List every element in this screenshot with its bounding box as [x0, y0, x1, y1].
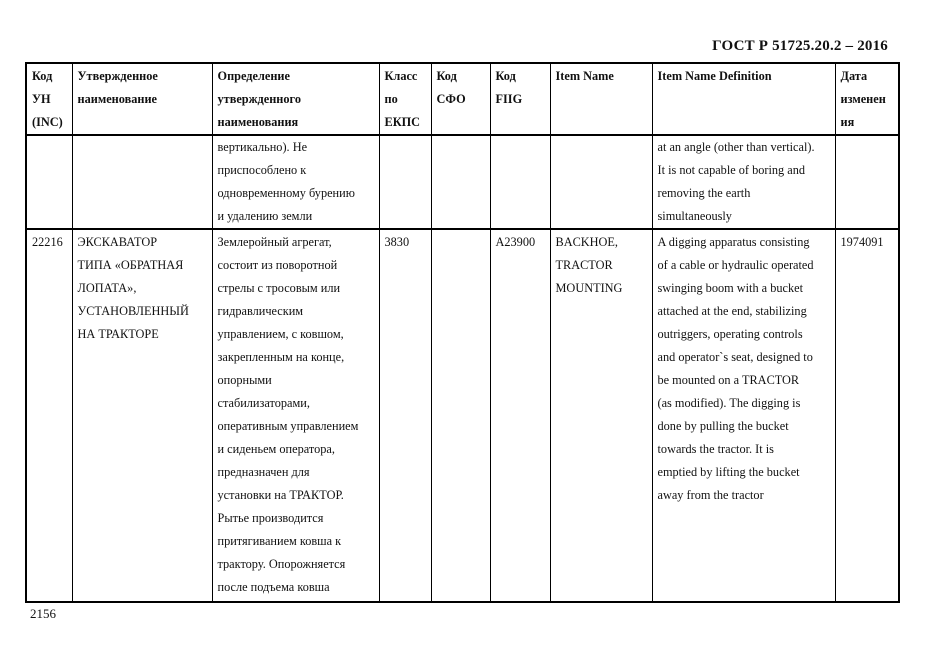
cell-change-date: 1974091 — [835, 229, 899, 602]
header-item-name-definition — [652, 63, 835, 135]
text-line: опорными — [217, 373, 272, 387]
text-line: притягиванием ковша к — [217, 534, 342, 548]
cell-item-name-definition — [652, 229, 835, 602]
cell-fiig-code — [490, 135, 550, 229]
text-line: emptied by lifting the bucket — [657, 465, 800, 479]
text-line: A digging apparatus consisting — [657, 235, 810, 249]
text-line: Класс — [384, 69, 418, 83]
text-line: изменен — [840, 92, 886, 106]
cell-item-name — [550, 135, 652, 229]
header-definition — [212, 63, 379, 135]
text-line: Код — [436, 69, 457, 83]
text-line: одновременному бурению — [217, 186, 355, 200]
text-line: of a cable or hydraulic operated — [657, 258, 814, 272]
cell-inc — [26, 135, 72, 229]
text-line: outriggers, operating controls — [657, 327, 803, 341]
text-line: состоит из поворотной — [217, 258, 338, 272]
text-line: and operator`s seat, designed to — [657, 350, 813, 364]
text-line: Код — [32, 69, 53, 83]
header-inc — [26, 63, 72, 135]
text-line: towards the tractor. It is — [657, 442, 774, 456]
text-line: вертикально). Не — [217, 140, 308, 154]
text-line: FIIG — [495, 92, 523, 106]
text-line: трактору. Опорожняется — [217, 557, 346, 571]
header-approved-name — [72, 63, 212, 135]
cell-change-date — [835, 135, 899, 229]
cell-definition-ru — [212, 135, 379, 229]
text-line: ЛОПАТА», — [77, 281, 137, 295]
text-line: Item Name Definition — [657, 69, 772, 83]
text-line: ЭКСКАВАТОР — [77, 235, 158, 249]
text-line: (INC) — [32, 115, 63, 129]
cell-ekps-class: 3830 — [379, 229, 431, 602]
text-line: done by pulling the bucket — [657, 419, 789, 433]
text-line: Дата — [840, 69, 868, 83]
cell-inc: 22216 — [26, 229, 72, 602]
cell-item-name-definition — [652, 135, 835, 229]
cell-approved-name — [72, 229, 212, 602]
text-line: НА ТРАКТОРЕ — [77, 327, 159, 341]
text-line: away from the tractor — [657, 488, 764, 502]
text-line: It is not capable of boring and — [657, 163, 806, 177]
cell-fiig-code: A23900 — [490, 229, 550, 602]
text-line: Код — [495, 69, 516, 83]
table-row — [26, 229, 899, 602]
text-line: после подъема ковша — [217, 580, 330, 594]
text-line: Определение — [217, 69, 290, 83]
text-line: наименование — [77, 92, 157, 106]
text-line: утвержденного — [217, 92, 301, 106]
text-line: (as modified). The digging is — [657, 396, 801, 410]
text-line: removing the earth — [657, 186, 751, 200]
classification-table — [25, 62, 900, 603]
table-row — [26, 135, 899, 229]
text-line: attached at the end, stabilizing — [657, 304, 807, 318]
text-line: установки на ТРАКТОР. — [217, 488, 344, 502]
text-line: at an angle (other than vertical). — [657, 140, 815, 154]
cell-definition-ru — [212, 229, 379, 602]
text-line: стрелы с тросовым или — [217, 281, 341, 295]
document-code: ГОСТ Р 51725.20.2 – 2016 — [712, 38, 888, 54]
table-header-row — [26, 63, 899, 135]
text-line: simultaneously — [657, 209, 732, 223]
text-line: закрепленным на конце, — [217, 350, 345, 364]
text-line: управлением, с ковшом, — [217, 327, 344, 341]
cell-sfo-code — [431, 135, 490, 229]
text-line: Рытье производится — [217, 511, 324, 525]
text-line: по — [384, 92, 398, 106]
text-line: Землеройный агрегат, — [217, 235, 332, 249]
text-line: ЕКПС — [384, 115, 421, 129]
text-line: и удалению земли — [217, 209, 313, 223]
header-change-date — [835, 63, 899, 135]
text-line: ТИПА «ОБРАТНАЯ — [77, 258, 184, 272]
header-fiig-code — [490, 63, 550, 135]
text-line: swinging boom with a bucket — [657, 281, 803, 295]
text-line: Item Name — [555, 69, 614, 83]
text-line: BACKHOE, — [555, 235, 619, 249]
text-line: и сиденьем оператора, — [217, 442, 335, 456]
header-item-name — [550, 63, 652, 135]
page-number: 2156 — [30, 606, 56, 621]
text-line: be mounted on a TRACTOR — [657, 373, 800, 387]
text-line: гидравлическим — [217, 304, 304, 318]
text-line: ия — [840, 115, 855, 129]
cell-ekps-class — [379, 135, 431, 229]
cell-sfo-code — [431, 229, 490, 602]
text-line: MOUNTING — [555, 281, 623, 295]
text-line: наименования — [217, 115, 299, 129]
header-ekps-class — [379, 63, 431, 135]
text-line: приспособлено к — [217, 163, 307, 177]
text-line: предназначен для — [217, 465, 310, 479]
text-line: УСТАНОВЛЕННЫЙ — [77, 304, 189, 318]
text-line: TRACTOR — [555, 258, 613, 272]
text-line: СФО — [436, 92, 466, 106]
text-line: УН — [32, 92, 51, 106]
cell-item-name — [550, 229, 652, 602]
text-line: Утвержденное — [77, 69, 158, 83]
text-line: стабилизаторами, — [217, 396, 310, 410]
cell-approved-name — [72, 135, 212, 229]
text-line: оперативным управлением — [217, 419, 359, 433]
header-sfo-code — [431, 63, 490, 135]
